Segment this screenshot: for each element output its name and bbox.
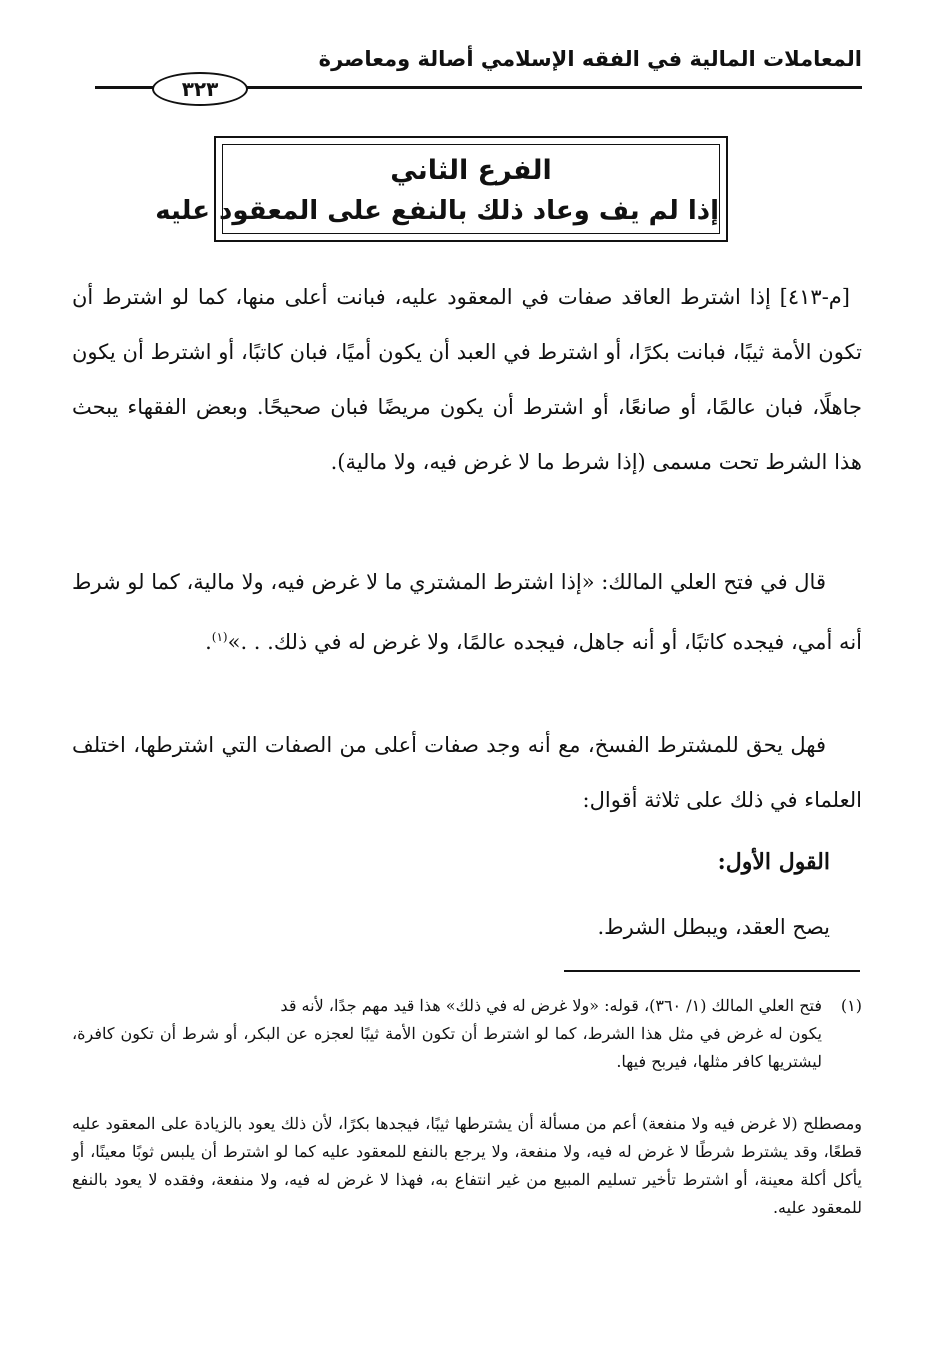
page-number: ٣٢٣ xyxy=(152,72,248,106)
footnote-1-continuation: يكون له غرض في مثل هذا الشرط، كما لو اشترط أن تكون الأمة ثيبًا لعجزه عن البكر، أو شرط أن تكون كافرة، ليشتريها كافر مثلها، فيربح فيها. xyxy=(72,1024,822,1071)
footnote-marker: (١) xyxy=(840,996,862,1015)
footnote-reference[interactable]: (١) xyxy=(211,630,228,644)
paragraph-1: [م-٤١٣] إذا اشترط العاقد صفات في المعقود عليه، فبانت أعلى منها، كما لو اشترط أن تكون الأمة ثيبًا، فبانت بكرًا، أو اشترط في العبد أن يكون أميًا، فبان كاتبًا، أو اشترط أن يكون جاهلًا، فبان عالمًا، أو صانعًا، أو اشترط أن يكون مريضًا فبان صحيحًا. وبعض الفقهاء يبحث هذا الشرط تحت مسمى (إذا شرط ما لا غرض فيه، ولا مالية). xyxy=(72,285,862,474)
section-title-inner-frame xyxy=(155,144,720,234)
footnote-1-second-paragraph: ومصطلح (لا غرض فيه ولا منفعة) أعم من مسألة أن يشترطها ثيبًا، فيجدها بكرًا، لأن ذلك يعود بالزيادة على المعقود عليه قطعًا، وقد يشترط شرطًا لا غرض له فيه، ولا منفعة، ولا يرجع بالنفع للمعقود عليه كما لو اشترط أن يلبس ثوبًا معينًا، أو يأكل أكلة معينة، أو اشترط تأخير تسليم المبيع من غير انتفاع به، فهذا لا غرض له فيه، ولا منفعة، وفقده لا يعود بالنفع للمعقود عليه. xyxy=(72,1114,862,1217)
section-title-frame xyxy=(155,136,728,242)
footnote-1-first-text: فتح العلي المالك (١/ ٣٦٠)، قوله: «ولا غرض له في ذلك» هذا قيد مهم جدًا، لأنه قد xyxy=(280,996,822,1015)
running-header-title: المعاملات المالية في الفقه الإسلامي أصالة ومعاصرة xyxy=(318,47,862,71)
footnote-1 xyxy=(72,992,862,1076)
paragraph-3: فهل يحق للمشترط الفسخ، مع أنه وجد صفات أعلى من الصفات التي اشترطها، اختلف العلماء في ذلك على ثلاثة أقوال: xyxy=(72,733,862,812)
footnote-separator xyxy=(564,970,860,972)
section-title-sub: إذا لم يف وعاد ذلك بالنفع على المعقود عليه xyxy=(155,196,719,226)
quote-text: قال في فتح العلي المالك: «إذا اشترط المشتري ما لا غرض فيه، ولا مالية، كما لو شرط أنه أمي، فيجده كاتبًا، أو أنه جاهل، فيجده عالمًا، ولا غرض له في ذلك. . .» xyxy=(72,570,862,654)
section-title-main: الفرع الثاني xyxy=(390,155,552,186)
first-opinion-heading: القول الأول: xyxy=(717,849,830,875)
footnote-1-first-line xyxy=(72,992,862,1020)
paragraph-2: قال في فتح العلي المالك: «إذا اشترط المشتري ما لا غرض فيه، ولا مالية، كما لو شرط أنه أمي، فيجده كاتبًا، أو أنه جاهل، فيجده عالمًا، ولا غرض له في ذلك. . .»$^{(١)}$. xyxy=(72,570,862,654)
first-opinion-text: يصح العقد، ويبطل الشرط. xyxy=(597,915,830,939)
